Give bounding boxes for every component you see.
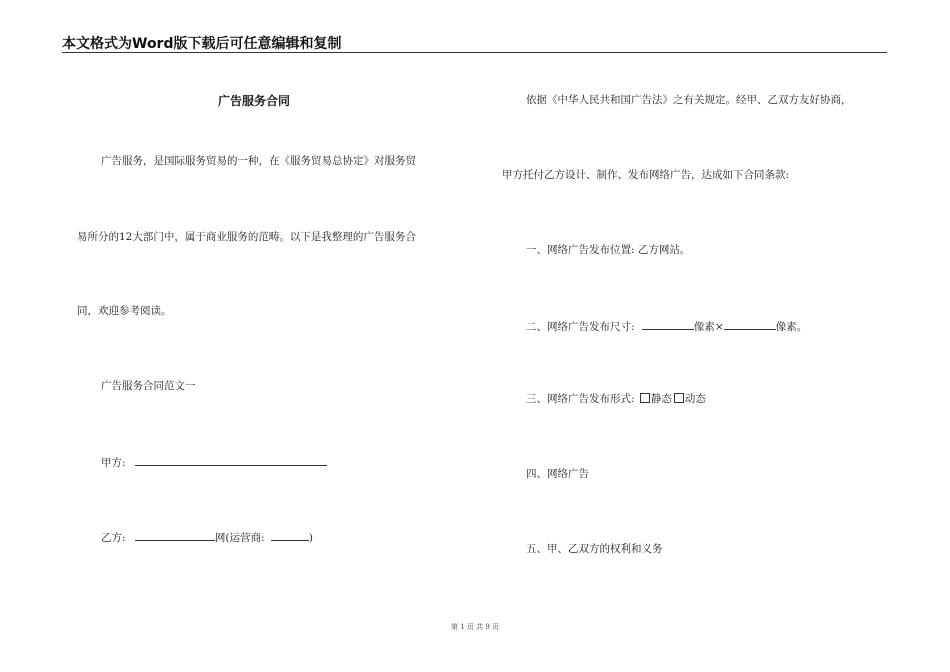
party-b-close-paren: )	[308, 532, 313, 544]
clause-3-form	[526, 392, 706, 406]
party-b-blank	[135, 529, 215, 541]
contract-heading: 广告服务合同范文一	[101, 380, 196, 392]
intro-paragraph-line-3: 同，欢迎参考阅读。	[77, 305, 172, 317]
clause-4-heading: 四、网络广告	[526, 468, 589, 480]
party-a-line	[101, 454, 327, 470]
clause-2-unit-2: 像素。	[775, 321, 808, 333]
party-a-label: 甲方:	[101, 457, 126, 469]
document-banner: 本文格式为Word版下载后可任意编辑和复制	[62, 36, 342, 52]
clause-2-size	[526, 318, 807, 334]
clause-3-label: 三、网络广告发布形式:	[526, 393, 635, 405]
page-number: 第 1 页 共 9 页	[450, 623, 500, 631]
dynamic-option-label: 动态	[684, 393, 706, 405]
party-a-blank	[135, 454, 327, 466]
party-b-operator-label: 网(运营商:	[214, 532, 265, 544]
clause-2-label: 二、网络广告发布尺寸:	[526, 321, 635, 333]
height-pixels-blank	[724, 318, 776, 330]
intro-paragraph-line-1: 广告服务，是国际服务贸易的一种，在《服务贸易总协定》对服务贸	[101, 155, 416, 167]
party-b-line	[101, 529, 313, 545]
document-title: 广告服务合同	[218, 94, 291, 108]
party-b-label: 乙方:	[101, 532, 126, 544]
clause-1-position: 一、网络广告发布位置: 乙方网站。	[526, 244, 691, 256]
static-checkbox[interactable]	[640, 393, 650, 403]
clause-5-heading: 五、甲、乙双方的权利和义务	[526, 543, 663, 555]
agreement-intro-line-1: 依据《中华人民共和国广告法》之有关规定。经甲、乙双方友好协商，	[526, 94, 852, 106]
banner-divider	[62, 52, 887, 53]
operator-blank	[271, 529, 309, 541]
agreement-intro-line-2: 甲方托付乙方设计、制作、发布网络广告，达成如下合同条款:	[502, 169, 790, 181]
static-option-label: 静态	[650, 393, 672, 405]
intro-paragraph-line-2: 易所分的12大部门中，属于商业服务的范畴。以下是我整理的广告服务合	[77, 231, 416, 243]
width-pixels-blank	[642, 318, 694, 330]
clause-2-unit-1: 像素×	[693, 321, 724, 333]
dynamic-checkbox[interactable]	[674, 393, 684, 403]
